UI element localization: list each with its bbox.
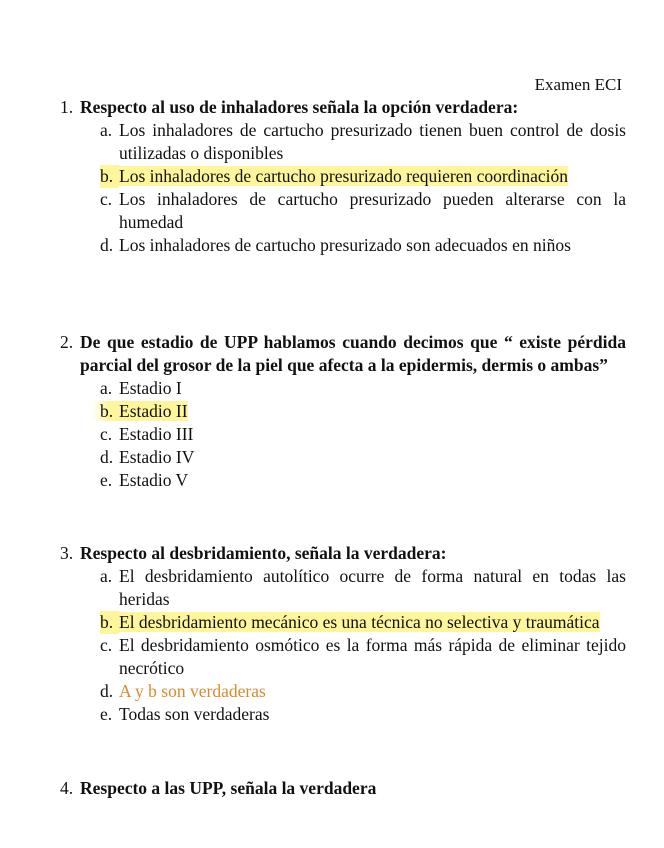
option-text: Estadio I	[119, 378, 182, 398]
option-letter: d.	[100, 681, 114, 701]
question-number: 2.	[60, 332, 74, 352]
option-letter: e.	[100, 704, 113, 724]
question-text: Respecto al uso de inhaladores señala la opción verdadera:	[80, 97, 519, 117]
question-1	[60, 96, 626, 257]
option-2a	[100, 377, 626, 400]
option-text: Los inhaladores de cartucho presurizado son adecuados en niños	[119, 235, 571, 255]
option-letter: d.	[100, 235, 114, 255]
question-2-line	[60, 331, 626, 377]
option-letter: c.	[100, 635, 113, 655]
question-text: Respecto al desbridamiento, señala la verdadera:	[80, 543, 447, 563]
option-letter: a.	[100, 378, 113, 398]
option-letter: d.	[100, 447, 114, 467]
option-2b	[100, 400, 626, 423]
option-1b	[100, 165, 626, 188]
question-3	[60, 542, 626, 726]
option-text: El desbridamiento osmótico es la forma más rápida de eliminar tejido necrótico	[119, 635, 626, 678]
option-text-orange: A y b son verdaderas	[119, 681, 266, 701]
question-text: De que estadio de UPP hablamos cuando decimos que “ existe pérdida parcial del grosor de la piel que afecta a la epidermis, dermis o ambas”	[80, 332, 626, 375]
question-4-line	[60, 777, 626, 800]
option-text-highlighted	[100, 400, 188, 423]
question-1-options	[100, 119, 626, 257]
question-3-line	[60, 542, 626, 565]
option-3c	[100, 634, 626, 680]
option-3d	[100, 680, 626, 703]
highlight-mark: Los inhaladores de cartucho presurizado requieren coordinación	[119, 166, 568, 186]
option-label: Estadio II	[119, 401, 188, 421]
option-1c	[100, 188, 626, 234]
option-letter: c.	[100, 424, 113, 444]
option-letter: a.	[100, 566, 113, 586]
option-letter: e.	[100, 470, 113, 490]
option-2c	[100, 423, 626, 446]
option-text: Estadio V	[119, 470, 189, 490]
question-4	[60, 777, 626, 800]
option-text: Todas son verdaderas	[119, 704, 270, 724]
option-text: Los inhaladores de cartucho presurizado tienen buen control de dosis utilizadas o disponibles	[119, 120, 626, 163]
highlight-mark	[92, 401, 188, 421]
option-2d	[100, 446, 626, 469]
question-1-line	[60, 96, 626, 119]
option-letter: b.	[100, 165, 119, 188]
question-number: 3.	[60, 543, 74, 563]
option-text: Estadio IV	[119, 447, 195, 467]
option-3b	[100, 611, 626, 634]
option-text: Estadio III	[119, 424, 194, 444]
option-letter: b.	[100, 611, 119, 634]
option-letter: c.	[100, 189, 113, 209]
option-3e	[100, 703, 626, 726]
option-text: Los inhaladores de cartucho presurizado pueden alterarse con la humedad	[119, 189, 626, 232]
question-number: 1.	[60, 97, 74, 117]
question-text: Respecto a las UPP, señala la verdadera	[80, 778, 377, 798]
option-1a	[100, 119, 626, 165]
option-letter: a.	[100, 120, 113, 140]
option-text-highlighted	[119, 611, 626, 634]
question-3-options	[100, 565, 626, 726]
option-text: El desbridamiento autolítico ocurre de forma natural en todas las heridas	[119, 566, 626, 609]
question-number: 4.	[60, 778, 74, 798]
highlight-mark: El desbridamiento mecánico es una técnica no selectiva y traumática	[119, 612, 600, 632]
question-2	[60, 331, 626, 492]
question-2-options	[100, 377, 626, 492]
exam-header: Examen ECI	[534, 75, 622, 94]
option-text-highlighted	[119, 165, 626, 188]
option-1d	[100, 234, 626, 257]
option-2e	[100, 469, 626, 492]
option-3a	[100, 565, 626, 611]
option-letter: b.	[100, 401, 114, 421]
